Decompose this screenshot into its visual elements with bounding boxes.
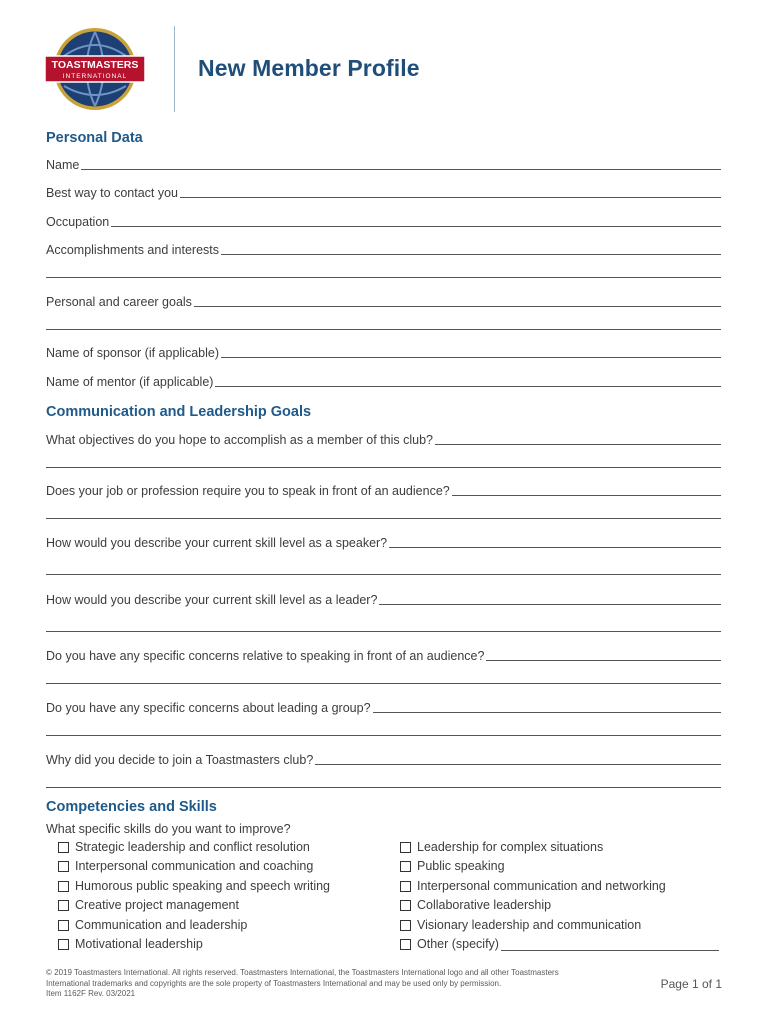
field-career-goals[interactable] bbox=[46, 291, 721, 309]
field-name-line[interactable] bbox=[81, 168, 721, 170]
skill-label: Communication and leadership bbox=[75, 918, 248, 932]
field-occupation-line[interactable] bbox=[111, 225, 721, 227]
checkbox-icon[interactable] bbox=[400, 900, 411, 911]
field-accomplishments-line[interactable] bbox=[221, 253, 721, 255]
field-mentor[interactable] bbox=[46, 371, 721, 389]
field-accomplishments-line-2[interactable] bbox=[46, 277, 721, 278]
skill-label: Humorous public speaking and speech writing bbox=[75, 879, 331, 893]
field-sponsor[interactable] bbox=[46, 342, 721, 360]
question-why-join-line[interactable] bbox=[315, 763, 721, 765]
question-why-join-label: Why did you decide to join a Toastmasters club? bbox=[46, 753, 314, 767]
checkbox-icon[interactable] bbox=[58, 900, 69, 911]
other-specify-line[interactable] bbox=[501, 938, 719, 951]
skill-checkbox[interactable] bbox=[58, 879, 330, 893]
skill-checkbox[interactable] bbox=[400, 898, 551, 912]
question-concerns-leading-line-2[interactable] bbox=[46, 735, 721, 736]
skill-checkbox[interactable] bbox=[58, 859, 313, 873]
question-speak-audience[interactable] bbox=[46, 480, 721, 498]
field-occupation[interactable] bbox=[46, 211, 721, 229]
toastmasters-logo bbox=[44, 26, 146, 112]
question-concerns-speaking-line[interactable] bbox=[486, 659, 721, 661]
field-sponsor-line[interactable] bbox=[221, 356, 721, 358]
skill-checkbox[interactable] bbox=[58, 898, 239, 912]
skill-label: Motivational leadership bbox=[75, 937, 203, 951]
field-mentor-line[interactable] bbox=[215, 385, 721, 387]
page-number: Page 1 of 1 bbox=[660, 977, 722, 991]
skill-label: Public speaking bbox=[417, 859, 505, 873]
field-name-label: Name bbox=[46, 158, 80, 172]
field-career-goals-label: Personal and career goals bbox=[46, 295, 192, 309]
skill-checkbox[interactable] bbox=[58, 840, 310, 854]
question-concerns-speaking-line-2[interactable] bbox=[46, 683, 721, 684]
question-skill-speaker[interactable] bbox=[46, 532, 721, 550]
field-contact[interactable] bbox=[46, 182, 721, 200]
question-concerns-leading-label: Do you have any specific concerns about leading a group? bbox=[46, 701, 371, 715]
question-concerns-speaking-label: Do you have any specific concerns relative to speaking in front of an audience? bbox=[46, 649, 485, 663]
skill-label: Other (specify) bbox=[417, 937, 499, 951]
field-name[interactable] bbox=[46, 154, 721, 172]
checkbox-icon[interactable] bbox=[400, 920, 411, 931]
checkbox-icon[interactable] bbox=[58, 920, 69, 931]
skill-checkbox[interactable] bbox=[58, 918, 247, 932]
checkbox-icon[interactable] bbox=[400, 861, 411, 872]
skill-label: Interpersonal communication and coaching bbox=[75, 859, 314, 873]
question-objectives-label: What objectives do you hope to accomplish as a member of this club? bbox=[46, 433, 434, 447]
section-goals: Communication and Leadership Goals bbox=[46, 404, 312, 420]
question-speak-audience-line[interactable] bbox=[452, 494, 721, 496]
section-personal-data: Personal Data bbox=[46, 130, 143, 146]
checkbox-icon[interactable] bbox=[400, 881, 411, 892]
skill-checkbox[interactable] bbox=[400, 840, 603, 854]
question-concerns-leading-line[interactable] bbox=[373, 711, 721, 713]
question-speak-audience-line-2[interactable] bbox=[46, 518, 721, 519]
field-accomplishments-label: Accomplishments and interests bbox=[46, 243, 219, 257]
question-concerns-leading[interactable] bbox=[46, 697, 721, 715]
skill-checkbox[interactable] bbox=[58, 937, 203, 951]
question-skill-speaker-line[interactable] bbox=[389, 546, 721, 548]
page-title: New Member Profile bbox=[198, 55, 420, 81]
field-contact-line[interactable] bbox=[180, 196, 721, 198]
skill-label: Leadership for complex situations bbox=[417, 840, 604, 854]
skill-checkbox[interactable] bbox=[400, 879, 666, 893]
section-skills: Competencies and Skills bbox=[46, 799, 217, 815]
question-why-join-line-2[interactable] bbox=[46, 787, 721, 788]
skill-checkbox[interactable] bbox=[400, 859, 505, 873]
field-contact-label: Best way to contact you bbox=[46, 186, 179, 200]
field-occupation-label: Occupation bbox=[46, 215, 110, 229]
footer-copyright bbox=[46, 968, 559, 1000]
checkbox-icon[interactable] bbox=[400, 842, 411, 853]
field-sponsor-label: Name of sponsor (if applicable) bbox=[46, 346, 219, 360]
logo-text-main: TOASTMASTERS bbox=[51, 59, 139, 71]
question-speak-audience-label: Does your job or profession require you to speak in front of an audience? bbox=[46, 484, 450, 498]
skill-label: Strategic leadership and conflict resolution bbox=[75, 840, 310, 854]
header-divider bbox=[174, 26, 175, 112]
skills-prompt: What specific skills do you want to improve? bbox=[46, 822, 291, 836]
skill-checkbox[interactable] bbox=[400, 918, 641, 932]
field-career-goals-line[interactable] bbox=[194, 305, 721, 307]
footer-line-2: International trademarks and copyrights are the sole property of Toastmasters International and may be used only by permission. bbox=[46, 978, 502, 988]
question-skill-leader-line[interactable] bbox=[379, 603, 721, 605]
skill-checkbox-other[interactable] bbox=[400, 937, 719, 951]
footer-item-number: Item 1162F Rev. 03/2021 bbox=[46, 989, 136, 998]
checkbox-icon[interactable] bbox=[400, 939, 411, 950]
question-objectives[interactable] bbox=[46, 429, 721, 447]
question-skill-leader[interactable] bbox=[46, 589, 721, 607]
skill-label: Visionary leadership and communication bbox=[417, 918, 642, 932]
checkbox-icon[interactable] bbox=[58, 881, 69, 892]
field-career-goals-line-2[interactable] bbox=[46, 329, 721, 330]
question-skill-speaker-line-2[interactable] bbox=[46, 574, 721, 575]
question-why-join[interactable] bbox=[46, 749, 721, 767]
question-skill-speaker-label: How would you describe your current skill level as a speaker? bbox=[46, 536, 388, 550]
question-skill-leader-line-2[interactable] bbox=[46, 631, 721, 632]
question-concerns-speaking[interactable] bbox=[46, 645, 721, 663]
field-accomplishments[interactable] bbox=[46, 239, 721, 257]
checkbox-icon[interactable] bbox=[58, 842, 69, 853]
question-objectives-line-2[interactable] bbox=[46, 467, 721, 468]
question-objectives-line[interactable] bbox=[435, 443, 721, 445]
checkbox-icon[interactable] bbox=[58, 939, 69, 950]
question-skill-leader-label: How would you describe your current skill level as a leader? bbox=[46, 593, 378, 607]
checkbox-icon[interactable] bbox=[58, 861, 69, 872]
skill-label: Collaborative leadership bbox=[417, 898, 552, 912]
skill-label: Interpersonal communication and networking bbox=[417, 879, 666, 893]
skill-label: Creative project management bbox=[75, 898, 239, 912]
field-mentor-label: Name of mentor (if applicable) bbox=[46, 375, 214, 389]
logo-text-sub: INTERNATIONAL bbox=[62, 73, 128, 80]
footer-line-1: © 2019 Toastmasters International. All rights reserved. Toastmasters International, the Toastmasters International logo and all other Toastmasters bbox=[46, 968, 559, 977]
